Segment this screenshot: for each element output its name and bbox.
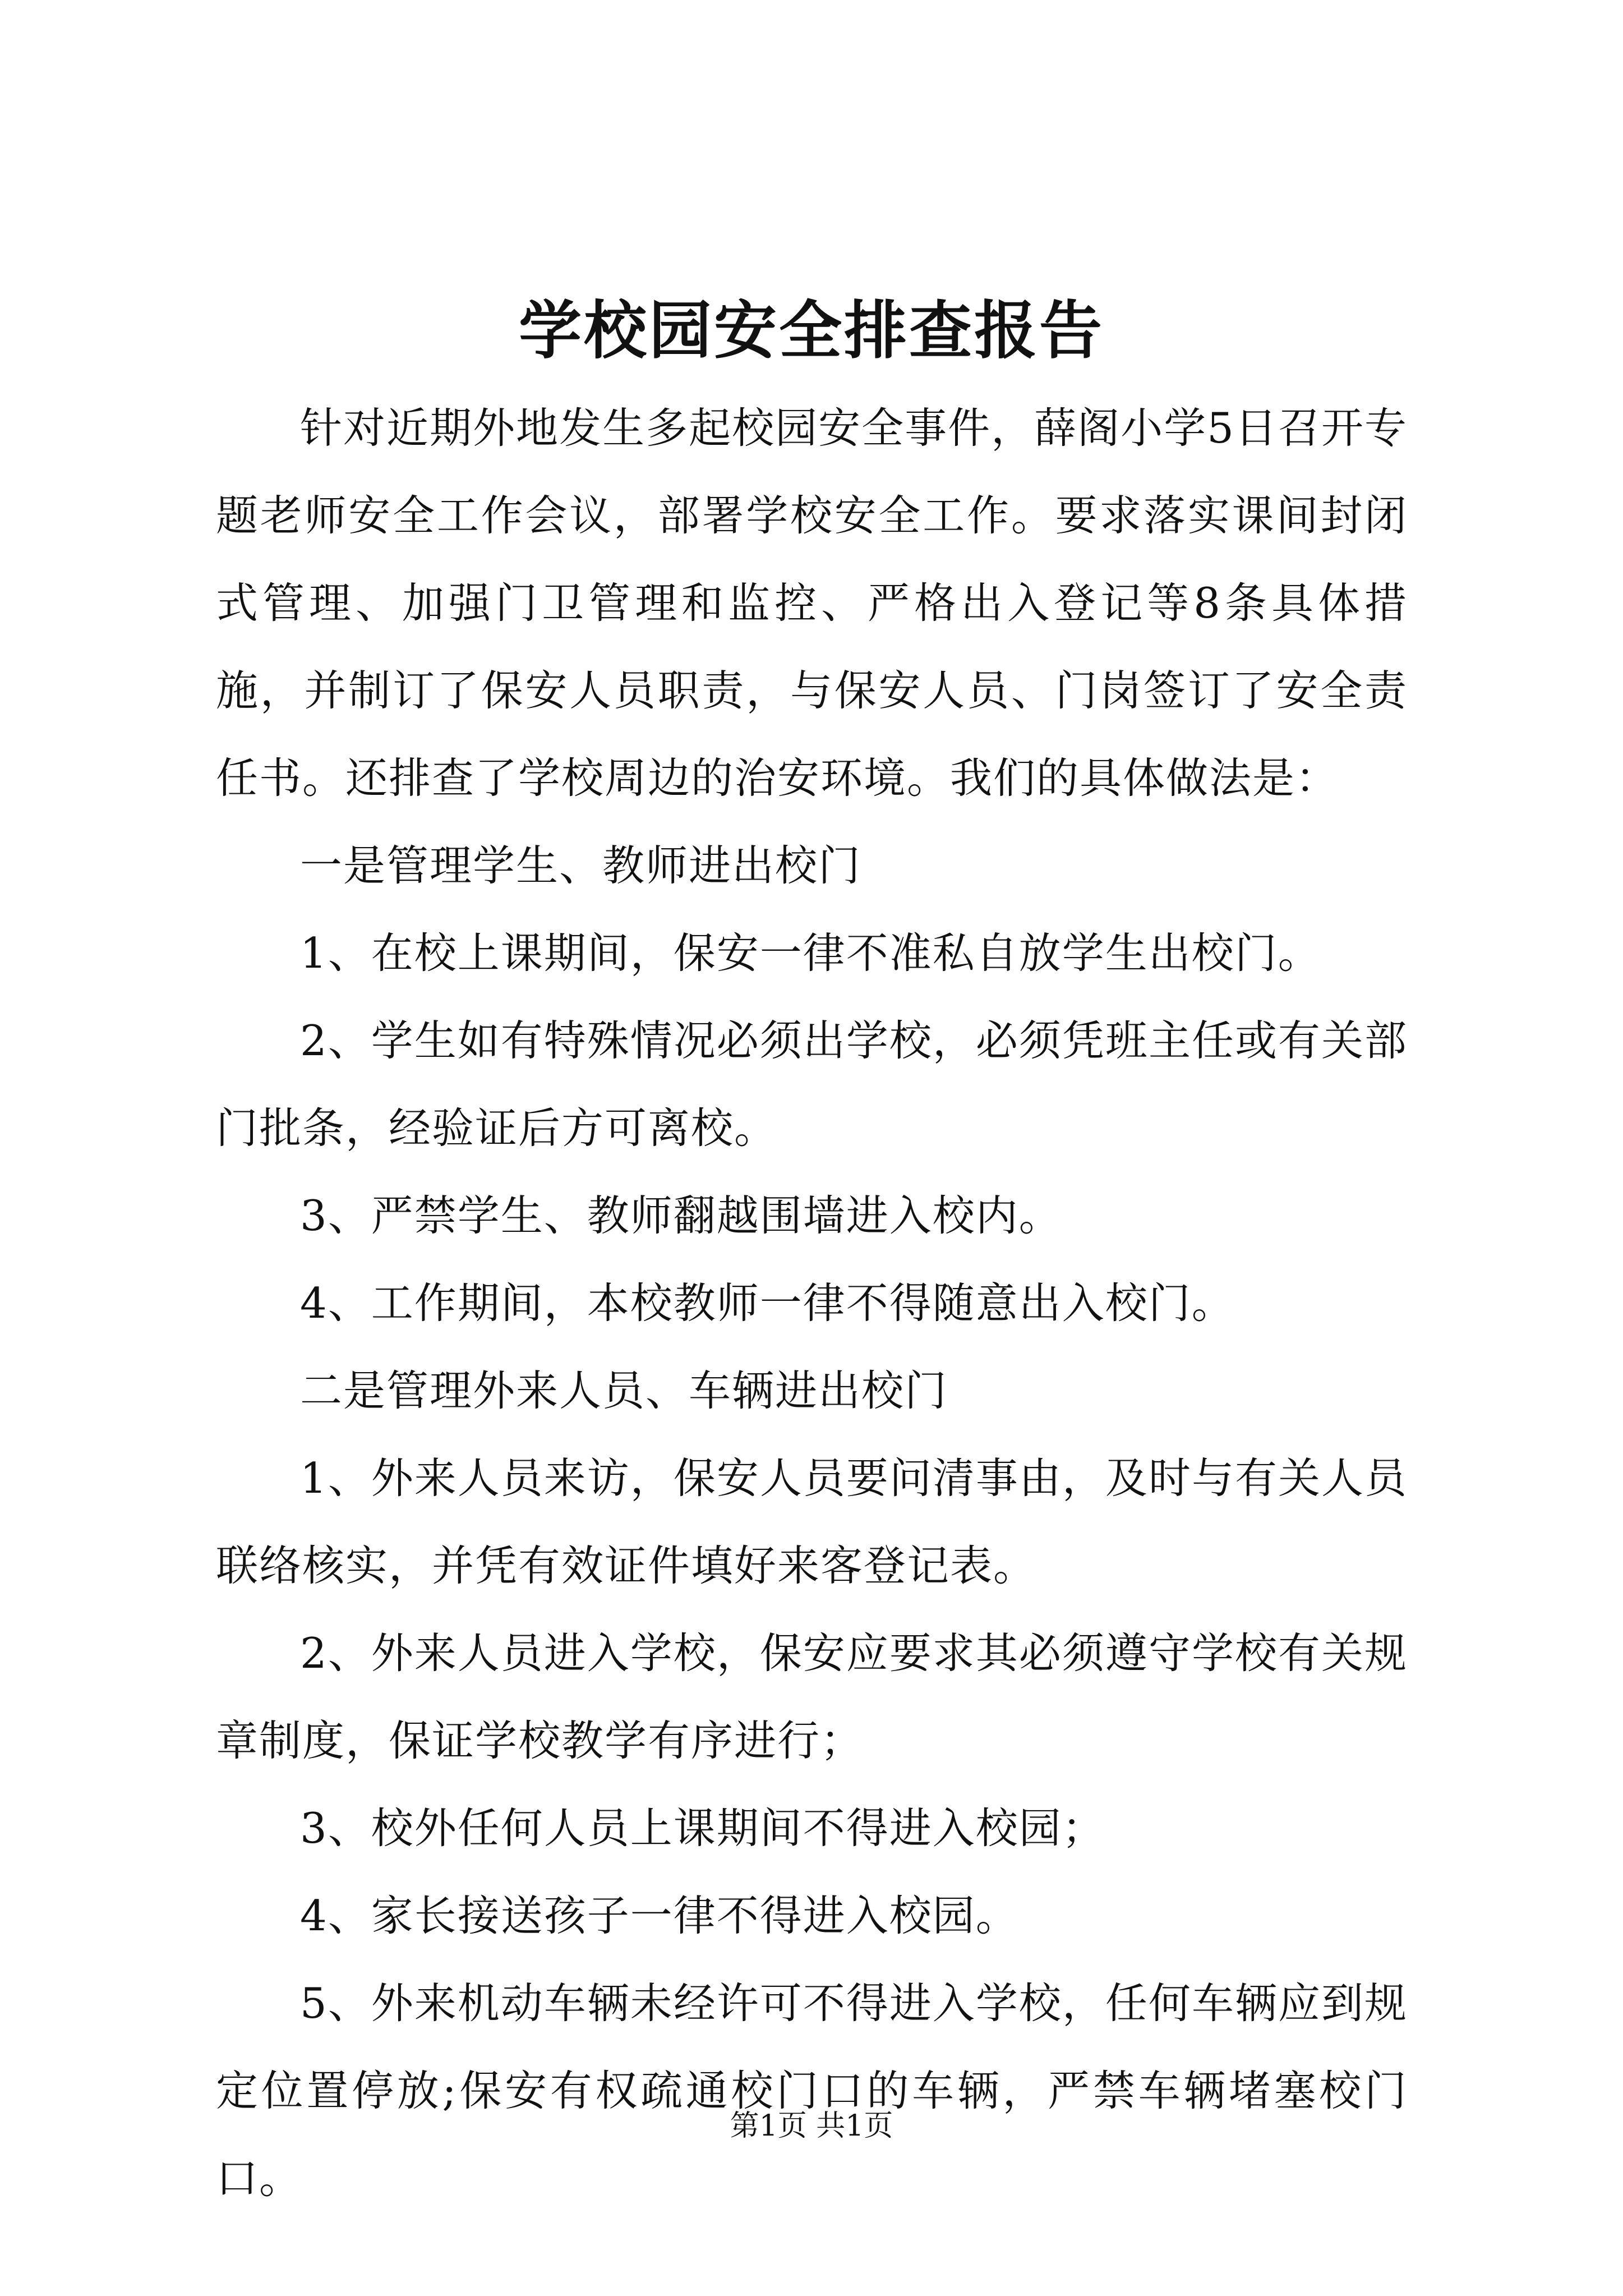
list-item: 3、严禁学生、教师翻越围墙进入校内。 bbox=[300, 1191, 1062, 1240]
intro-paragraph: 针对近期外地发生多起校园安全事件，薛阁小学5日召开专题老师安全工作会议，部署学校安全工作。要求落实课间封闭式管理、加强门卫管理和监控、严格出入登记等8条具体措施，并制订了保安人员职责，与保安人员、门岗签订了安全责任书。还排查了学校周边的治安环境。我们的具体做法是： bbox=[216, 403, 1408, 803]
list-item: 4、工作期间，本校教师一律不得随意出入校门。 bbox=[300, 1278, 1235, 1328]
list-item: 2、学生如有特殊情况必须出学校，必须凭班主任或有关部门批条，经验证后方可离校。 bbox=[216, 1016, 1408, 1153]
list-item: 1、外来人员来访，保安人员要问清事由，及时与有关人员联络核实，并凭有效证件填好来客登记表。 bbox=[216, 1453, 1408, 1590]
list-item: 4、家长接送孩子一律不得进入校园。 bbox=[300, 1891, 1019, 1940]
section-heading-visitors: 二是管理外来人员、车辆进出校门 bbox=[300, 1366, 948, 1415]
document-title: 学校园安全排查报告 bbox=[519, 294, 1104, 367]
list-item: 3、校外任何人员上课期间不得进入校园； bbox=[300, 1803, 1105, 1853]
section-heading-students: 一是管理学生、教师进出校门 bbox=[300, 841, 862, 890]
list-item: 2、外来人员进入学校，保安应要求其必须遵守学校有关规章制度，保证学校教学有序进行； bbox=[216, 1628, 1408, 1765]
document-body bbox=[216, 384, 1408, 2222]
list-item: 5、外来机动车辆未经许可不得进入学校，任何车辆应到规定位置停放;保安有权疏通校门口的车辆，严禁车辆堵塞校门口。 bbox=[216, 1978, 1408, 2203]
page-footer: 第1页 共1页 bbox=[730, 2109, 893, 2143]
list-item: 1、在校上课期间，保安一律不准私自放学生出校门。 bbox=[300, 928, 1321, 978]
